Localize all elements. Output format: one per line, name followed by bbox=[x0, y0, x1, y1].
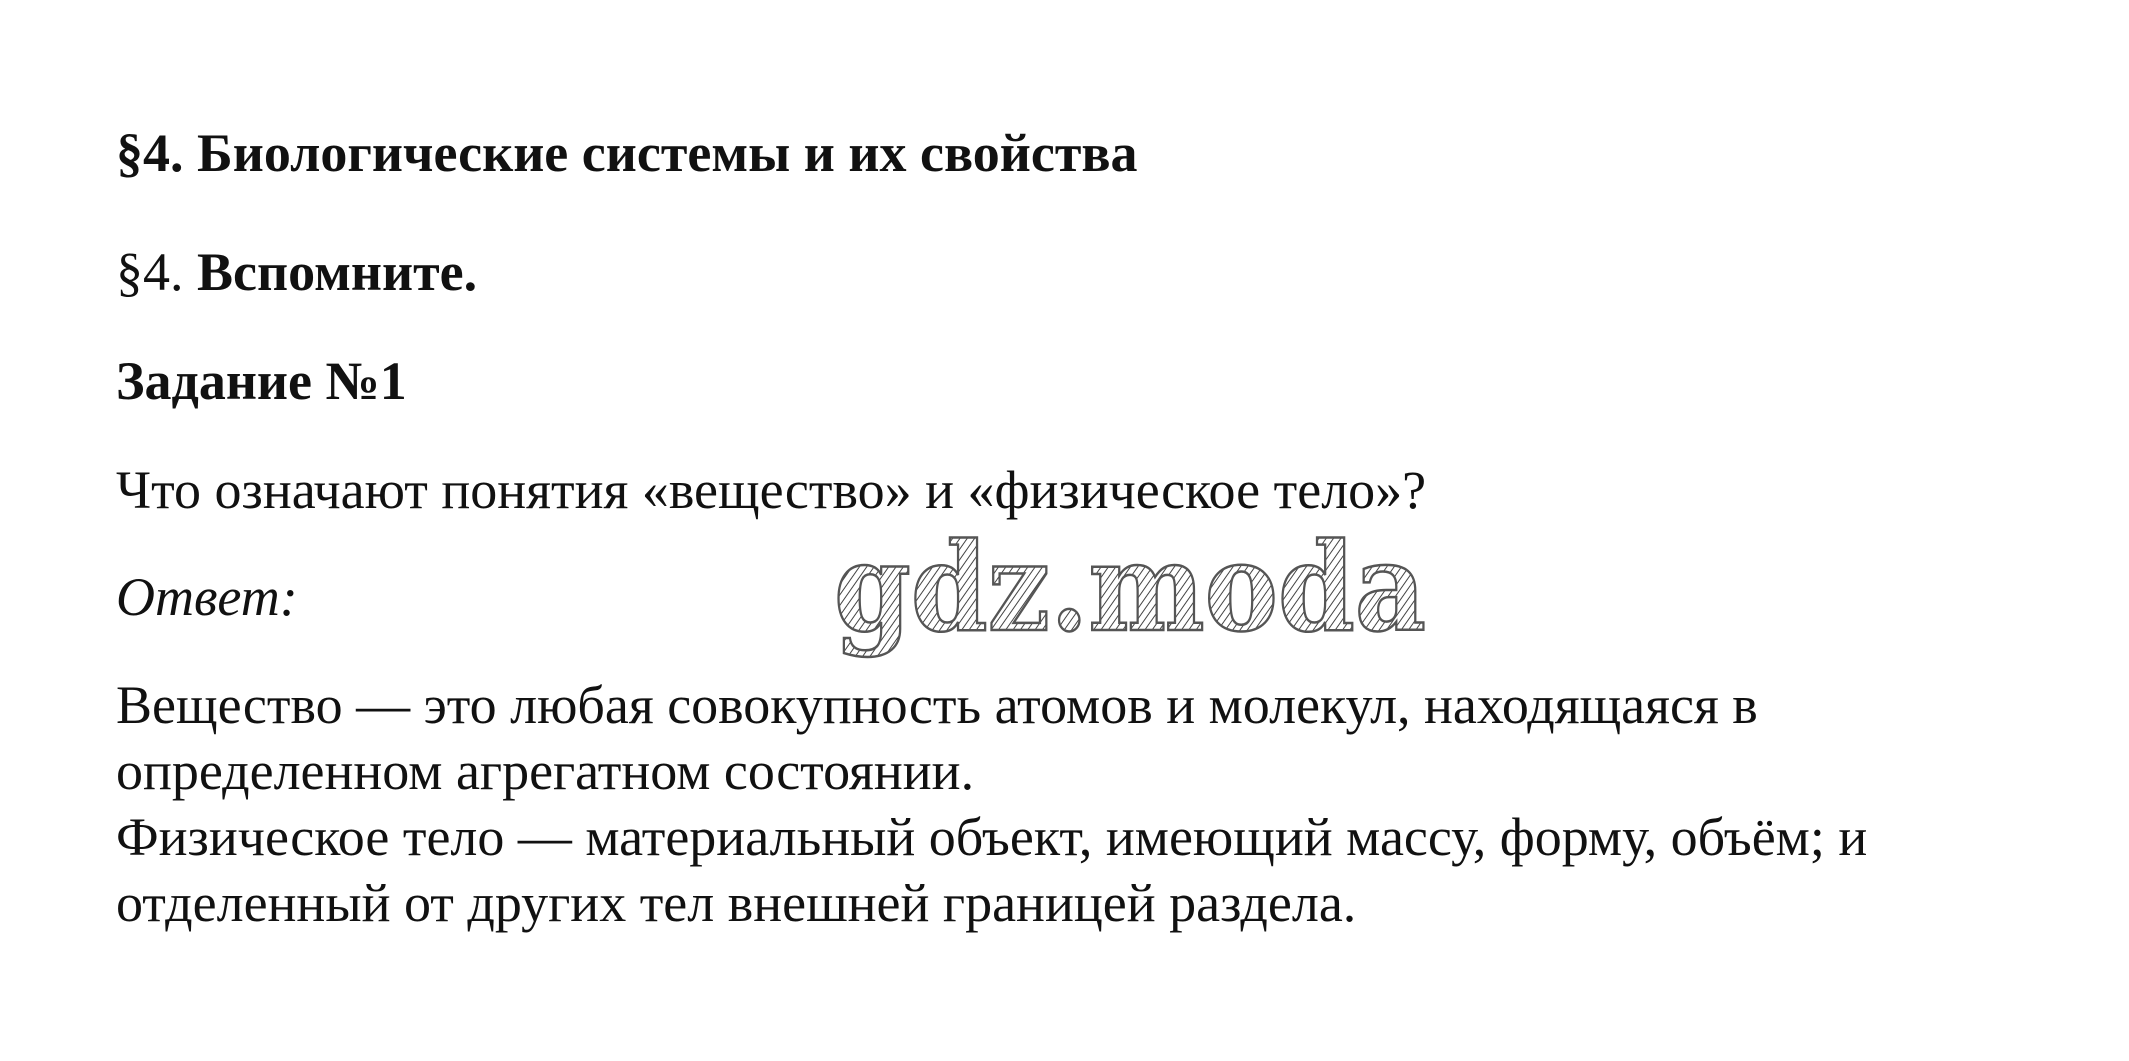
watermark-graphic bbox=[826, 530, 1436, 660]
section-heading: §4. Биологические системы и их свойства bbox=[116, 123, 1138, 183]
watermark-logo bbox=[826, 530, 1436, 660]
question-text: Что означают понятия «вещество» и «физическое тело»? bbox=[116, 460, 1427, 520]
watermark-text: gdz.moda bbox=[834, 530, 1426, 659]
task-heading: Задание №1 bbox=[116, 351, 407, 411]
recall-label: Вспомните. bbox=[197, 242, 478, 302]
answer-body bbox=[116, 672, 2096, 936]
answer-paragraph: Вещество — это любая совокупность атомов и молекул, находящаяся в определенном агрегатном состоянии. bbox=[116, 675, 1758, 801]
answer-paragraph: Физическое тело — материальный объект, имеющий массу, форму, объём; и отделенный от других тел внешней границей раздела. bbox=[116, 807, 1868, 933]
recall-prefix: §4. bbox=[116, 242, 184, 302]
answer-label: Ответ: bbox=[116, 567, 298, 627]
recall-line bbox=[116, 242, 478, 302]
